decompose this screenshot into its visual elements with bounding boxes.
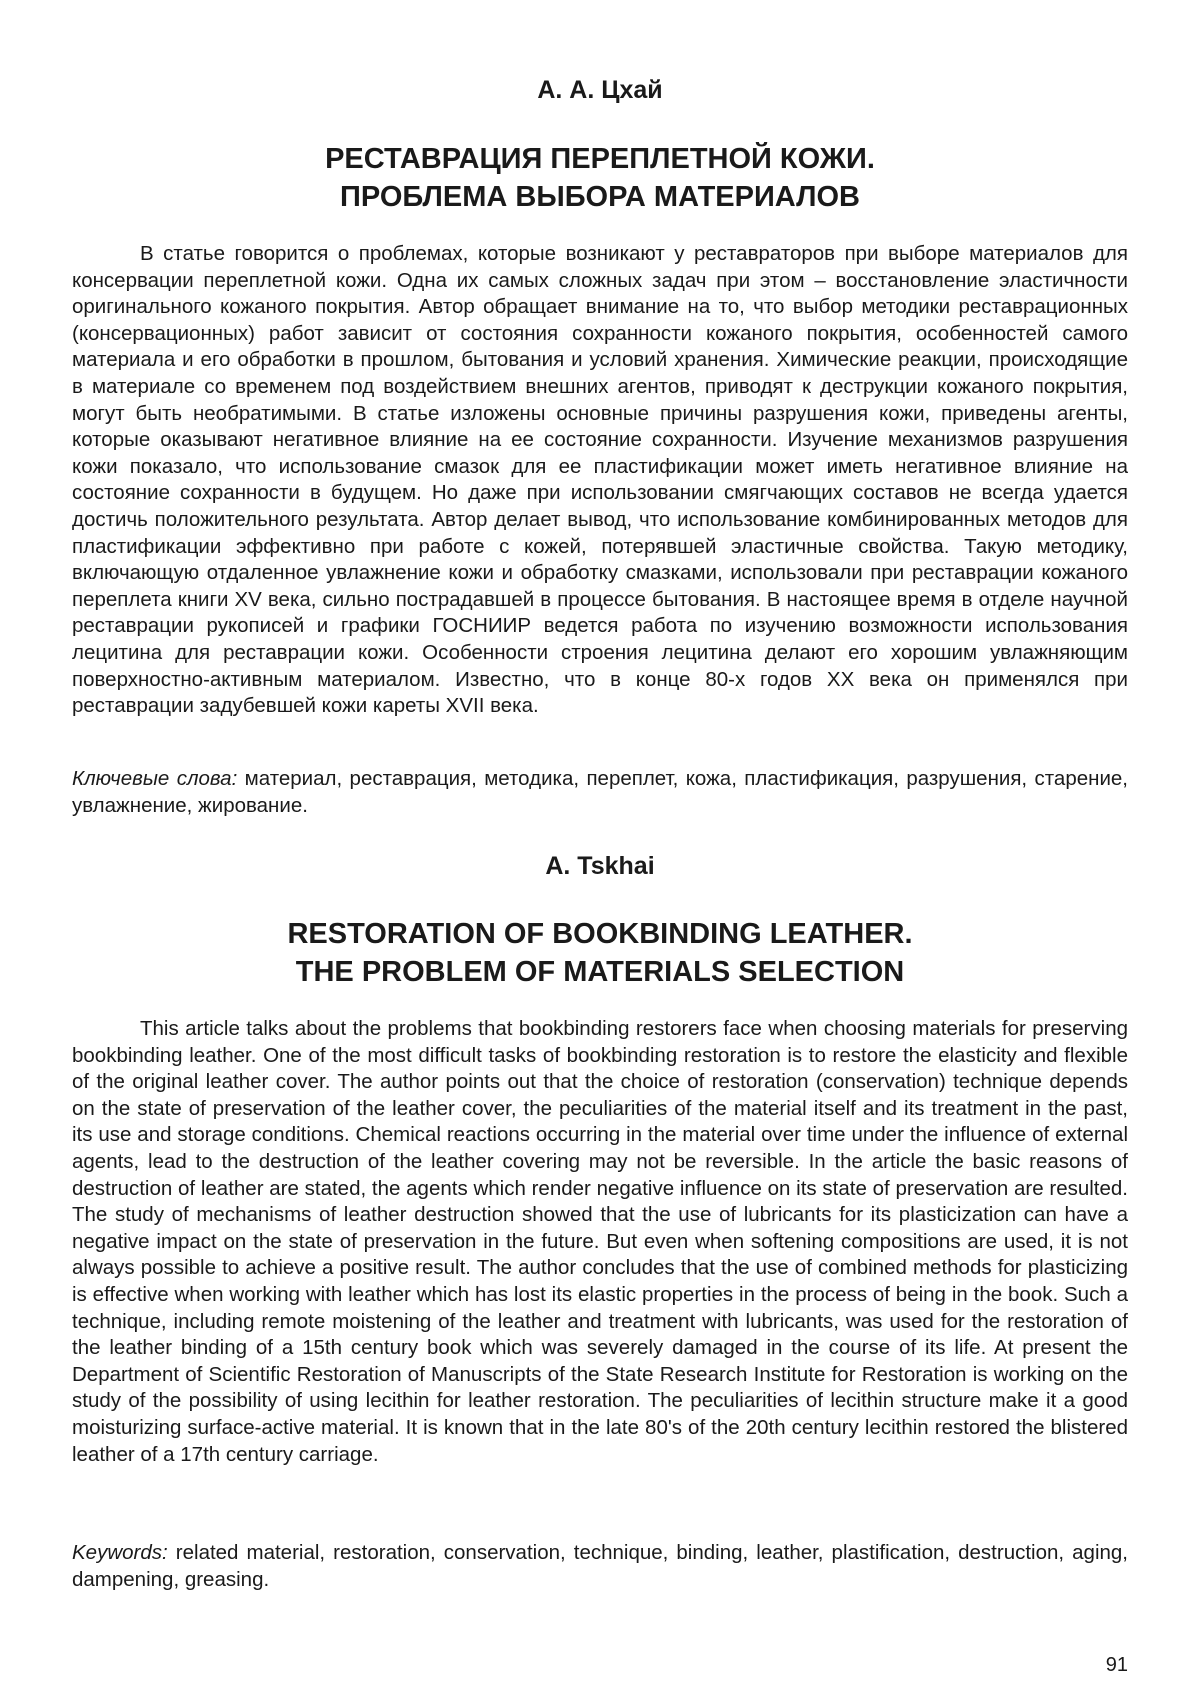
keywords-english	[72, 1540, 1128, 1593]
keywords-list: related material, restoration, conservation, technique, binding, leather, plastification, destruction, aging, dampening, greasing.	[72, 1541, 1128, 1591]
article-title-english	[72, 915, 1128, 991]
article-title-russian	[72, 140, 1128, 216]
keywords-label: Ключевые слова:	[72, 767, 238, 790]
page-number: 91	[1105, 1654, 1128, 1676]
abstract-english: This article talks about the problems that bookbinding restorers face when choosing materials for preserving bookbinding leather. One of the most difficult tasks of bookbinding restoration is to restore the elasticity and flexible of the original leather cover. The author points out that the choice of restoration (conservation) technique depends on the state of preservation of the leather cover, the peculiarities of the material itself and its treatment in the past, its use and storage conditions. Chemical reactions occurring in the material over time under the influence of external agents, lead to the destruction of the leather covering may not be reversible. In the article the basic reasons of destruction of leather are stated, the agents which render negative influence on its state of preservation are resulted. The study of mechanisms of leather destruction showed that the use of lubricants for its plasticization can have a negative impact on the state of preservation in the future. But even when softening compositions are used, it is not always possible to achieve a positive result. The author concludes that the use of combined methods for plasticizing is effective when working with leather which has lost its elastic properties in the process of being in the book. Such a technique, including remote moistening of the leather and treatment with lubricants, was used for the restoration of the leather binding of a 15th century book which was severely damaged in the course of its life. At present the Department of Scientific Restoration of Manuscripts of the State Research Institute for Restoration is working on the study of the possibility of using lecithin for leather restoration. The peculiarities of lecithin structure make it a good moisturizing surface-active material. It is known that in the late 80's of the 20th century lecithin restored the blistered leather of a 17th century carriage.	[72, 1017, 1128, 1466]
author-name-russian: А. А. Цхай	[537, 76, 663, 104]
title-line: ПРОБЛЕМА ВЫБОРА МАТЕРИАЛОВ	[340, 181, 860, 213]
title-line: THE PROBLEM OF MATERIALS SELECTION	[295, 956, 905, 988]
keywords-label: Keywords:	[72, 1541, 168, 1564]
keywords-russian	[72, 766, 1128, 819]
author-name-english: A. Tskhai	[545, 852, 655, 880]
title-line: RESTORATION OF BOOKBINDING LEATHER.	[287, 918, 913, 950]
title-line: РЕСТАВРАЦИЯ ПЕРЕПЛЕТНОЙ КОЖИ.	[325, 143, 875, 175]
abstract-russian: В статье говорится о проблемах, которые возникают у реставраторов при выборе материалов для консервации переплетной кожи. Одна их самых сложных задач при этом – восстановление эластичности оригинального кожаного покрытия. Автор обращает внимание на то, что выбор методики реставрационных (консервационных) работ зависит от состояния сохранности кожаного покрытия, особенностей самого материала и его обработки в прошлом, бытования и условий хранения. Химические реакции, происходящие в материале со временем под воздействием внешних агентов, приводят к деструкции кожаного покрытия, могут быть необратимыми. В статье изложены основные причины разрушения кожи, приведены агенты, которые оказывают негативное влияние на ее состояние сохранности. Изучение механизмов разрушения кожи показало, что использование смазок для ее пластификации может иметь негативное влияние на состояние сохранности в будущем. Но даже при использовании смягчающих составов не всегда удается достичь положительного результата. Автор делает вывод, что использование комбинированных методов для пластификации эффективно при работе с кожей, потерявшей эластичные свойства. Такую методику, включающую отдаленное увлажнение кожи и обработку смазками, использовали при реставрации кожаного переплета книги XV века, сильно пострадавшей в процессе бытования. В настоящее время в отделе научной реставрации рукописей и графики ГОСНИИР ведется работа по изучению возможности использования лецитина для реставрации кожи. Особенности строения лецитина делают его хорошим увлажняющим поверхностно-активным материалом. Известно, что в конце 80-х годов XX века он применялся при реставрации задубевшей кожи кареты XVII века.	[72, 242, 1128, 718]
keywords-list: материал, реставрация, методика, переплет, кожа, пластификация, разрушения, старение, увлажнение, жирование.	[72, 767, 1128, 817]
